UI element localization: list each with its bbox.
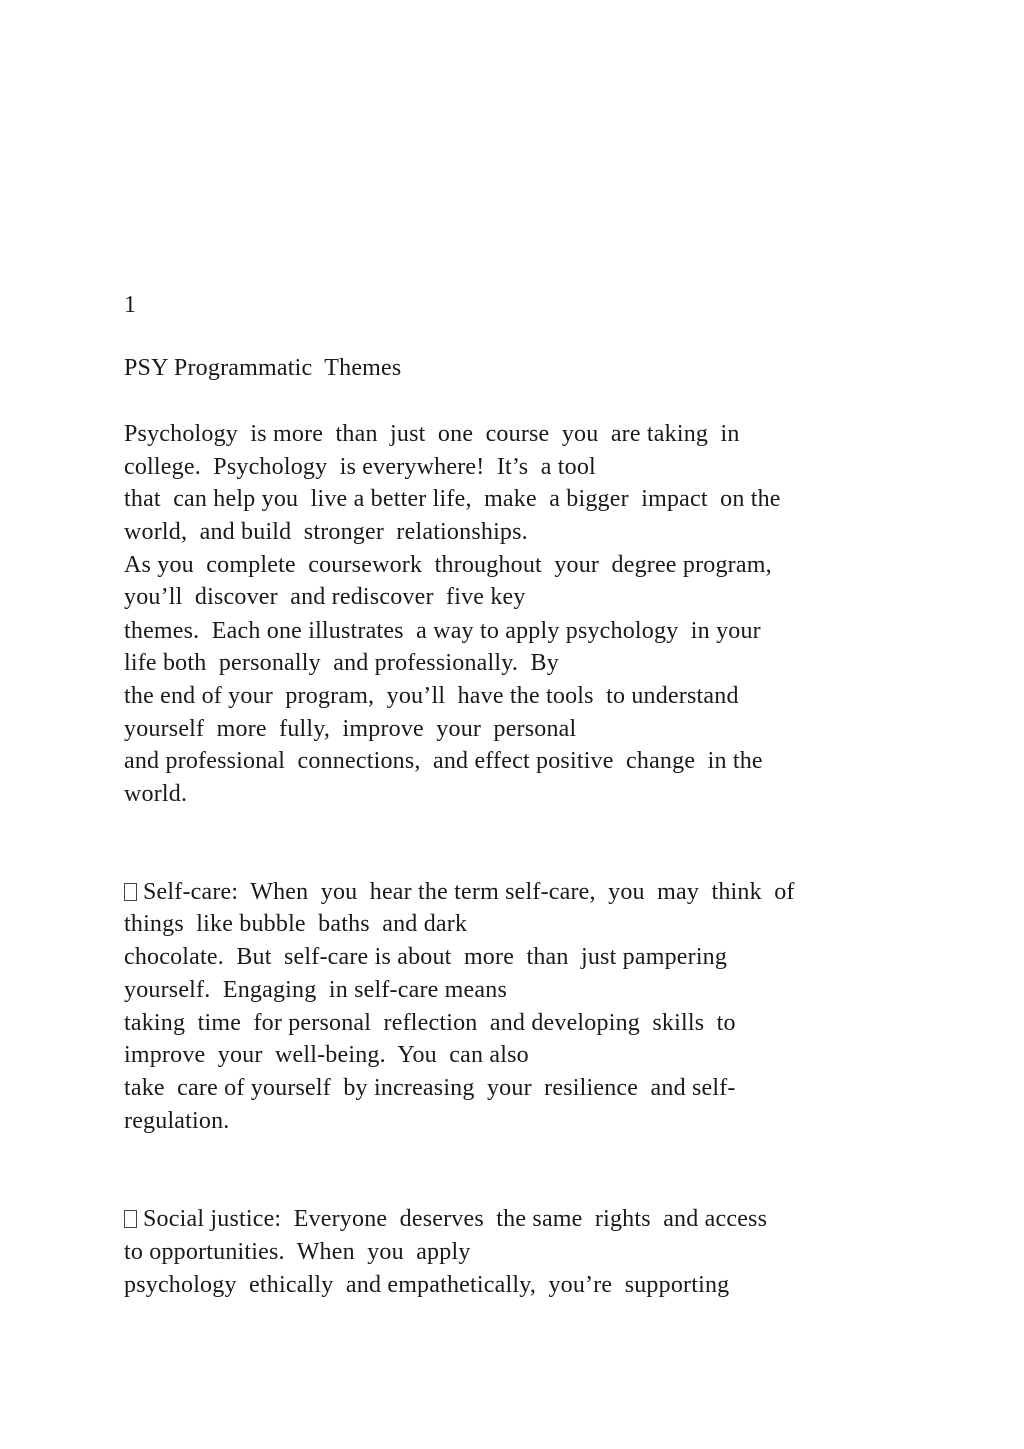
intro-line: and professional connections, and effect positive change in the bbox=[124, 748, 763, 774]
intro-line: the end of your program, you’ll have the tools to understand bbox=[124, 683, 739, 709]
intro-line: yourself more fully, improve your personal bbox=[124, 716, 577, 742]
intro-line: college. Psychology is everywhere! It’s a tool bbox=[124, 454, 596, 480]
self-care-line: things like bubble baths and dark bbox=[124, 911, 468, 937]
intro-line: world, and build stronger relationships. bbox=[124, 519, 528, 545]
intro-line: that can help you live a better life, make a bigger impact on the bbox=[124, 486, 781, 512]
intro-line: As you complete coursework throughout your degree program, bbox=[124, 552, 772, 578]
self-care-line: take care of yourself by increasing your resilience and self- bbox=[124, 1075, 736, 1101]
page-number: 1 bbox=[124, 292, 137, 318]
bullet-box-icon bbox=[124, 883, 137, 901]
self-care-line: regulation. bbox=[124, 1108, 230, 1134]
intro-line: Psychology is more than just one course you are taking in bbox=[124, 421, 740, 447]
self-care-line: yourself. Engaging in self-care means bbox=[124, 977, 507, 1003]
self-care-line: improve your well-being. You can also bbox=[124, 1042, 529, 1068]
intro-line: world. bbox=[124, 781, 188, 807]
intro-line: you’ll discover and rediscover five key bbox=[124, 584, 526, 610]
social-justice-heading-line: Social justice: Everyone deserves the same rights and access bbox=[143, 1206, 768, 1232]
intro-line: life both personally and professionally. By bbox=[124, 650, 559, 676]
bullet-box-icon bbox=[124, 1210, 137, 1228]
intro-line: themes. Each one illustrates a way to apply psychology in your bbox=[124, 618, 761, 644]
social-justice-line: psychology ethically and empathetically, you’re supporting bbox=[124, 1272, 730, 1298]
self-care-line: taking time for personal reflection and developing skills to bbox=[124, 1010, 736, 1036]
social-justice-first-line bbox=[124, 1204, 767, 1234]
document-title: PSY Programmatic Themes bbox=[124, 355, 402, 381]
self-care-line: chocolate. But self-care is about more than just pampering bbox=[124, 944, 728, 970]
self-care-heading-line: Self-care: When you hear the term self-care, you may think of bbox=[143, 879, 795, 905]
social-justice-line: to opportunities. When you apply bbox=[124, 1239, 471, 1265]
self-care-first-line bbox=[124, 877, 795, 907]
